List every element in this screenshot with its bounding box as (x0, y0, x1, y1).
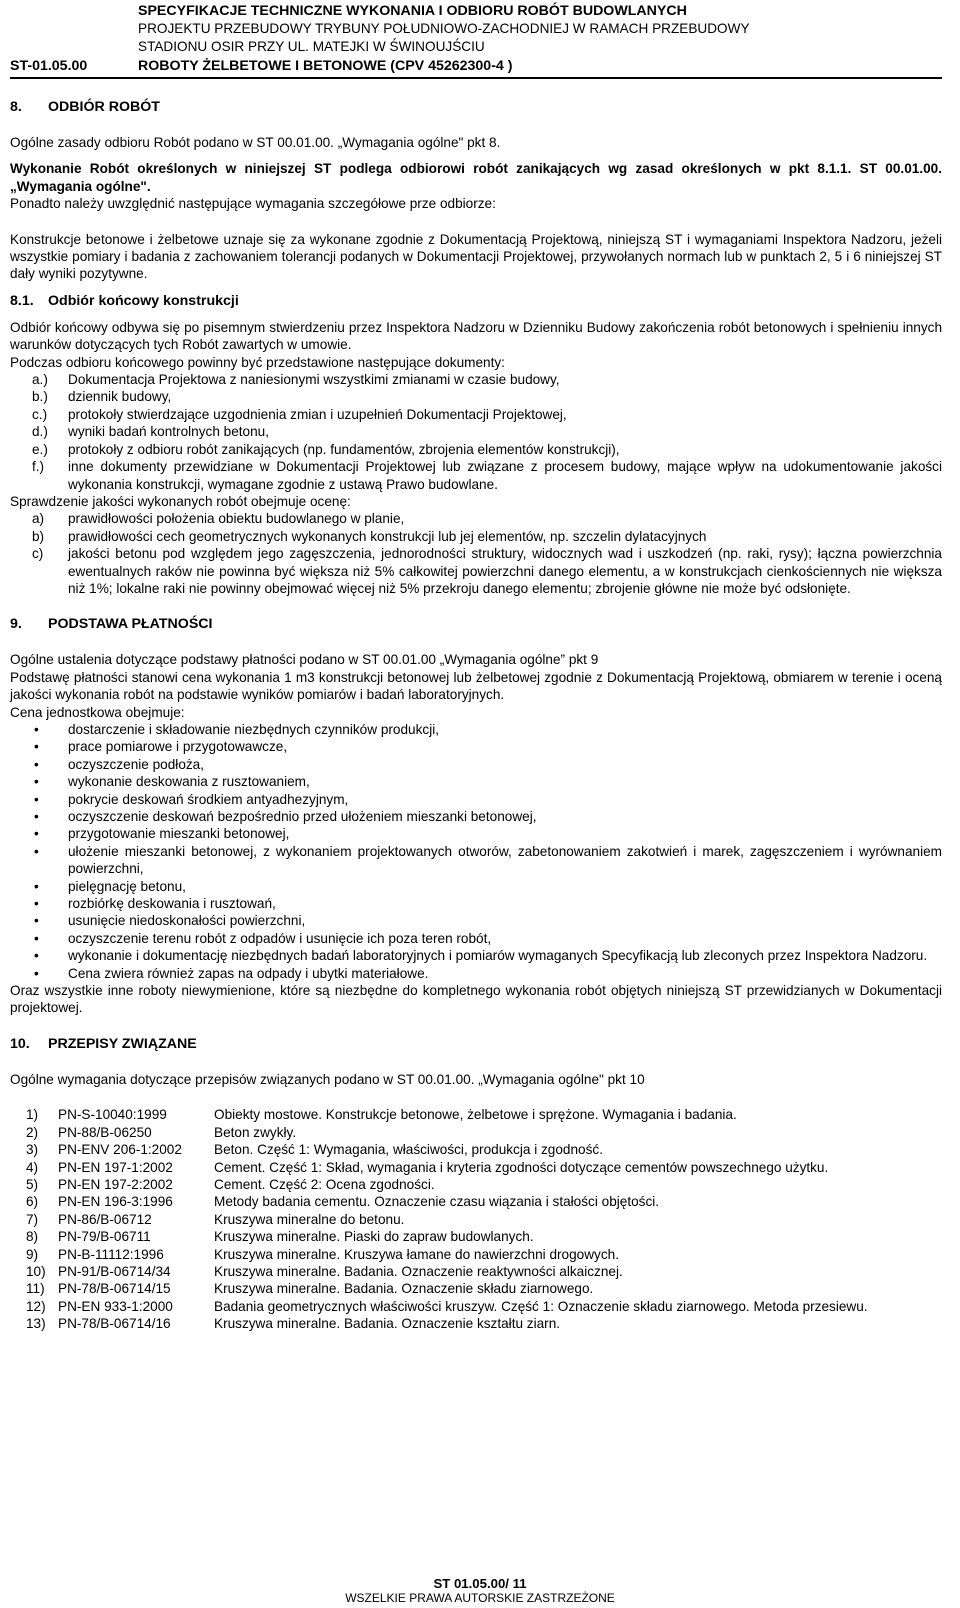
ref-title: Cement. Część 2: Ocena zgodności. (214, 1176, 435, 1192)
section-10-heading (10, 1035, 942, 1053)
section-title: PODSTAWA PŁATNOŚCI (48, 616, 213, 633)
bullet-icon: • (34, 721, 39, 737)
ref-title: Cement. Część 1: Skład, wymagania i kryteria zgodności dotyczące cementów powszechnego użytku. (214, 1159, 829, 1175)
table-row (26, 1263, 942, 1280)
list-marker: a) (32, 511, 45, 527)
list-text: wykonanie i dokumentację niezbędnych badań laboratoryjnych i pomiarów wymaganych Specyfikacją lub zleconych przez Inspektora Nadzoru. (68, 948, 928, 964)
ref-code: PN-EN 197-1:2002 (58, 1159, 173, 1175)
ref-number: 12) (26, 1298, 46, 1314)
documents-list (10, 371, 942, 493)
list-text: pokrycie deskowań środkiem antyadhezyjnym, (68, 791, 349, 807)
list-item (32, 878, 942, 895)
list-text: dziennik budowy, (68, 389, 172, 405)
list-item (32, 721, 942, 738)
paragraph: Wykonanie Robót określonych w niniejszej ST podlega odbiorowi robót zanikających wg zasad określonych w pkt 8.1.1. ST 00.01.00. „Wymagania ogólne". (10, 161, 942, 194)
paragraph: Odbiór końcowy odbywa się po pisemnym stwierdzeniu przez Inspektora Nadzoru w Dzienniku Budowy zakończenia robót betonowych i spełnieniu innych warunków dotyczących tych Robót zawartych w umowie. (10, 319, 942, 353)
paragraph: Sprawdzenie jakości wykonanych robót obejmuje ocenę: (10, 493, 351, 509)
ref-code: PN-B-11112:1996 (58, 1246, 164, 1262)
paragraph: Ogólne ustalenia dotyczące podstawy płatności podano w ST 00.01.00 „Wymagania ogólne” pkt 9 (10, 652, 599, 668)
section-9-heading (10, 615, 942, 633)
ref-title: Metody badania cementu. Oznaczenie czasu wiązania i stałości objętości. (214, 1194, 660, 1210)
ref-number: 8) (26, 1229, 39, 1245)
paragraph: Cena jednostkowa obejmuje: (10, 704, 185, 720)
ref-number: 3) (26, 1142, 39, 1158)
table-row (26, 1176, 942, 1193)
list-marker: b) (32, 528, 45, 544)
table-row (26, 1124, 942, 1141)
price-items-list (10, 721, 942, 982)
table-row (26, 1141, 942, 1158)
page-number: ST 01.05.00/ 11 (433, 1576, 527, 1591)
subsection-number: 8.1. (10, 292, 34, 309)
list-text: ułożenie mieszanki betonowej, z wykonaniem projektowanych otworów, zabetonowaniem zakotwień i marek, zagęszczeniem i wyrównaniem powierzchni, (68, 843, 942, 877)
subsection-title: Odbiór końcowy konstrukcji (48, 292, 239, 309)
ref-title: Kruszywa mineralne. Badania. Oznaczenie składu ziarnowego. (214, 1281, 594, 1297)
list-text: rozbiórkę deskowania i rusztowań, (68, 896, 276, 912)
standards-table (26, 1106, 942, 1332)
ref-code: PN-91/B-06714/34 (58, 1263, 171, 1279)
list-text: oczyszczenie terenu robót z odpadów i usunięcie ich poza teren robót, (68, 930, 492, 946)
bullet-icon: • (34, 809, 39, 824)
list-item (32, 510, 942, 527)
ref-code: PN-79/B-06711 (58, 1229, 151, 1245)
bullet-icon: • (34, 791, 39, 807)
ref-number: 7) (26, 1211, 39, 1227)
paragraph: Ogólne wymagania dotyczące przepisów związanych podano w ST 00.01.00. „Wymagania ogólne" pkt 10 (10, 1071, 645, 1087)
header-title: SPECYFIKACJE TECHNICZNE WYKONANIA I ODBIORU ROBÓT BUDOWLANYCH (138, 3, 687, 19)
list-item (32, 545, 942, 597)
checks-list (10, 510, 942, 597)
copyright-notice: WSZELKIE PRAWA AUTORSKIE ZASTRZEŻONE (345, 1591, 615, 1605)
list-text: usunięcie niedoskonałości powierzchni, (68, 913, 306, 929)
table-row (26, 1193, 942, 1210)
list-item (32, 528, 942, 545)
ref-title: Badania geometrycznych właściwości kruszyw. Część 1: Oznaczenie składu ziarnowego. Metoda przesiewu. (214, 1298, 868, 1314)
table-row (26, 1159, 942, 1176)
list-text: protokoły stwierdzające uzgodnienia zmian i uzupełnień Dokumentacji Projektowej, (68, 406, 567, 422)
table-row (26, 1211, 942, 1228)
paragraph: Oraz wszystkie inne roboty niewymienione, które są niezbędne do kompletnego wykonania robót objętych niniejszą ST przewidzianych w Dokumentacji projektowej. (10, 983, 942, 1016)
paragraph: Podstawę płatności stanowi cena wykonania 1 m3 konstrukcji betonowej lub żelbetowej zgodnie z Dokumentacją Projektową, obmiarem w terenie i oceną jakości wykonania robót na podstawie wyników pomiarów i badań laboratoryjnych. (10, 669, 942, 703)
list-marker: f.) (32, 459, 45, 475)
ref-number: 5) (26, 1176, 39, 1192)
list-item (32, 947, 942, 964)
list-text: jakości betonu pod względem jego zagęszczenia, jednorodności struktury, widocznych wad i uszkodzeń (np. raki, rysy); łączna powierzchnia ewentualnych raków nie powinna być większa niż 5% całkowitej powierzchni danego elementu, a w konstrukcjach cienkościennych nie większa niż 1%; lokalne raki nie powinny obejmować więcej niż 5% przekroju danego elementu; zbrojenie główne nie może być odsłonięte. (68, 546, 942, 596)
bullet-icon: • (34, 878, 39, 894)
list-item (32, 965, 942, 982)
paragraph: Konstrukcje betonowe i żelbetowe uznaje się za wykonane zgodnie z Dokumentacją Projektową, niniejszą ST i wymaganiami Inspektora Nadzoru, jeżeli wszystkie pomiary i badania z zachowaniem tolerancji podanych w Dokumentacji Projektowej, przywołanych normach lub w punktach 2, 5 i 6 niniejszej ST dały wyniki pozytywne. (10, 231, 942, 282)
ref-number: 6) (26, 1194, 39, 1210)
list-item (32, 738, 942, 755)
list-item (32, 825, 942, 842)
ref-code: PN-78/B-06714/15 (58, 1281, 171, 1297)
list-text: inne dokumenty przewidziane w Dokumentacji Projektowej lub związane z procesem budowy, mające wpływ na udokumentowanie jakości wykonania konstrukcji, wymagane zgodnie z ustawą Prawo budowlane. (68, 459, 942, 492)
header-divider (10, 77, 942, 79)
list-item (32, 773, 942, 790)
list-text: Cena zwiera również zapas na odpady i ubytki materiałowe. (68, 965, 429, 981)
list-text: prace pomiarowe i przygotowawcze, (68, 739, 288, 755)
ref-number: 2) (26, 1124, 39, 1140)
list-marker: e.) (32, 441, 48, 457)
ref-code: PN-EN 933-1:2000 (58, 1298, 173, 1314)
ref-number: 10) (26, 1263, 46, 1279)
list-text: Dokumentacja Projektowa z naniesionymi wszystkimi zmianami w czasie budowy, (68, 372, 560, 388)
list-text: wykonanie deskowania z rusztowaniem, (68, 774, 310, 790)
bullet-icon: • (34, 756, 39, 772)
bullet-icon: • (34, 843, 39, 859)
table-row (26, 1106, 942, 1123)
header-category: ROBOTY ŻELBETOWE I BETONOWE (CPV 45262300-4 ) (138, 58, 513, 74)
list-marker: d.) (32, 424, 48, 440)
ref-number: 11) (26, 1281, 45, 1297)
list-text: prawidłowości cech geometrycznych wykonanych konstrukcji lub jej elementów, np. szczelin dylatacyjnych (68, 528, 707, 544)
bullet-icon: • (34, 774, 39, 790)
bullet-icon: • (34, 930, 39, 946)
section-title: ODBIÓR ROBÓT (48, 99, 160, 115)
paragraph: Ponadto należy uwzględnić następujące wymagania szczegółowe prze odbiorze: (10, 196, 496, 212)
ref-title: Beton. Część 1: Wymagania, właściwości, produkcja i zgodność. (214, 1142, 603, 1158)
list-item (32, 423, 942, 440)
ref-title: Obiekty mostowe. Konstrukcje betonowe, żelbetowe i sprężone. Wymagania i badania. (214, 1107, 737, 1123)
list-text: pielęgnację betonu, (68, 878, 186, 894)
header-spec-code: ST-01.05.00 (10, 58, 88, 74)
section-number: 10. (10, 1035, 30, 1052)
ref-number: 9) (26, 1246, 39, 1262)
page-header (10, 0, 942, 84)
ref-code: PN-S-10040:1999 (58, 1107, 167, 1123)
list-marker: b.) (32, 389, 48, 405)
paragraph: Podczas odbioru końcowego powinny być przedstawione następujące dokumenty: (10, 354, 505, 370)
table-row (26, 1298, 942, 1315)
list-item (32, 756, 942, 773)
table-row (26, 1228, 942, 1245)
bullet-icon: • (34, 948, 39, 964)
list-item (32, 791, 942, 808)
section-8-heading (10, 98, 942, 116)
ref-code: PN-ENV 206-1:2002 (58, 1142, 182, 1158)
ref-code: PN-EN 197-2:2002 (58, 1176, 173, 1192)
subsection-8-1-heading (10, 292, 942, 310)
ref-number: 1) (26, 1107, 39, 1123)
paragraph: Ogólne zasady odbioru Robót podano w ST 00.01.00. „Wymagania ogólne" pkt 8. (10, 135, 501, 150)
ref-code: PN-86/B-06712 (58, 1211, 152, 1227)
bullet-icon: • (34, 913, 39, 929)
page-footer (0, 1576, 960, 1606)
ref-number: 4) (26, 1159, 39, 1175)
list-item (32, 441, 942, 458)
list-item (32, 388, 942, 405)
ref-title: Kruszywa mineralne. Badania. Oznaczenie kształtu ziarn. (214, 1316, 561, 1332)
ref-number: 13) (26, 1316, 46, 1332)
bullet-icon: • (34, 896, 39, 912)
section-number: 8. (10, 99, 22, 115)
list-text: oczyszczenie podłoża, (68, 756, 205, 772)
ref-code: PN-78/B-06714/16 (58, 1316, 171, 1332)
table-row (26, 1280, 942, 1297)
ref-code: PN-88/B-06250 (58, 1124, 152, 1140)
list-marker: c.) (32, 406, 48, 422)
list-text: wyniki badań kontrolnych betonu, (68, 424, 270, 440)
list-text: protokoły z odbioru robót zanikających (np. fundamentów, zbrojenia elementów konstrukcji), (68, 441, 620, 457)
table-row (26, 1246, 942, 1263)
list-text: dostarczenie i składowanie niezbędnych czynników produkcji, (68, 721, 440, 737)
ref-title: Kruszywa mineralne. Badania. Oznaczenie reaktywności alkaicznej. (214, 1263, 623, 1279)
list-text: oczyszczenie deskowań bezpośrednio przed ułożeniem mieszanki betonowej, (68, 809, 537, 824)
table-row (26, 1315, 942, 1332)
bullet-icon: • (34, 826, 39, 842)
list-marker: c) (32, 546, 44, 562)
ref-code: PN-EN 196-3:1996 (58, 1194, 173, 1210)
list-text: prawidłowości położenia obiektu budowlanego w planie, (68, 511, 405, 527)
list-item (32, 458, 942, 493)
ref-title: Kruszywa mineralne. Piaski do zapraw budowlanych. (214, 1229, 534, 1245)
list-marker: a.) (32, 372, 48, 388)
section-number: 9. (10, 616, 22, 633)
list-item (32, 912, 942, 929)
section-title: PRZEPISY ZWIĄZANE (48, 1035, 197, 1052)
bullet-icon: • (34, 965, 39, 981)
list-item (32, 895, 942, 912)
list-text: przygotowanie mieszanki betonowej, (68, 826, 290, 842)
ref-title: Kruszywa mineralne do betonu. (214, 1211, 405, 1227)
document-page (10, 0, 942, 1333)
list-item (32, 930, 942, 947)
ref-title: Kruszywa mineralne. Kruszywa łamane do nawierzchni drogowych. (214, 1246, 619, 1262)
ref-title: Beton zwykły. (214, 1124, 297, 1140)
list-item (32, 406, 942, 423)
header-location: STADIONU OSIR PRZY UL. MATEJKI W ŚWINOUJŚCIU (138, 39, 485, 54)
header-project: PROJEKTU PRZEBUDOWY TRYBUNY POŁUDNIOWO-ZACHODNIEJ W RAMACH PRZEBUDOWY (138, 21, 750, 36)
list-item (32, 808, 942, 825)
list-item (32, 843, 942, 878)
bullet-icon: • (34, 739, 39, 755)
list-item (32, 371, 942, 388)
